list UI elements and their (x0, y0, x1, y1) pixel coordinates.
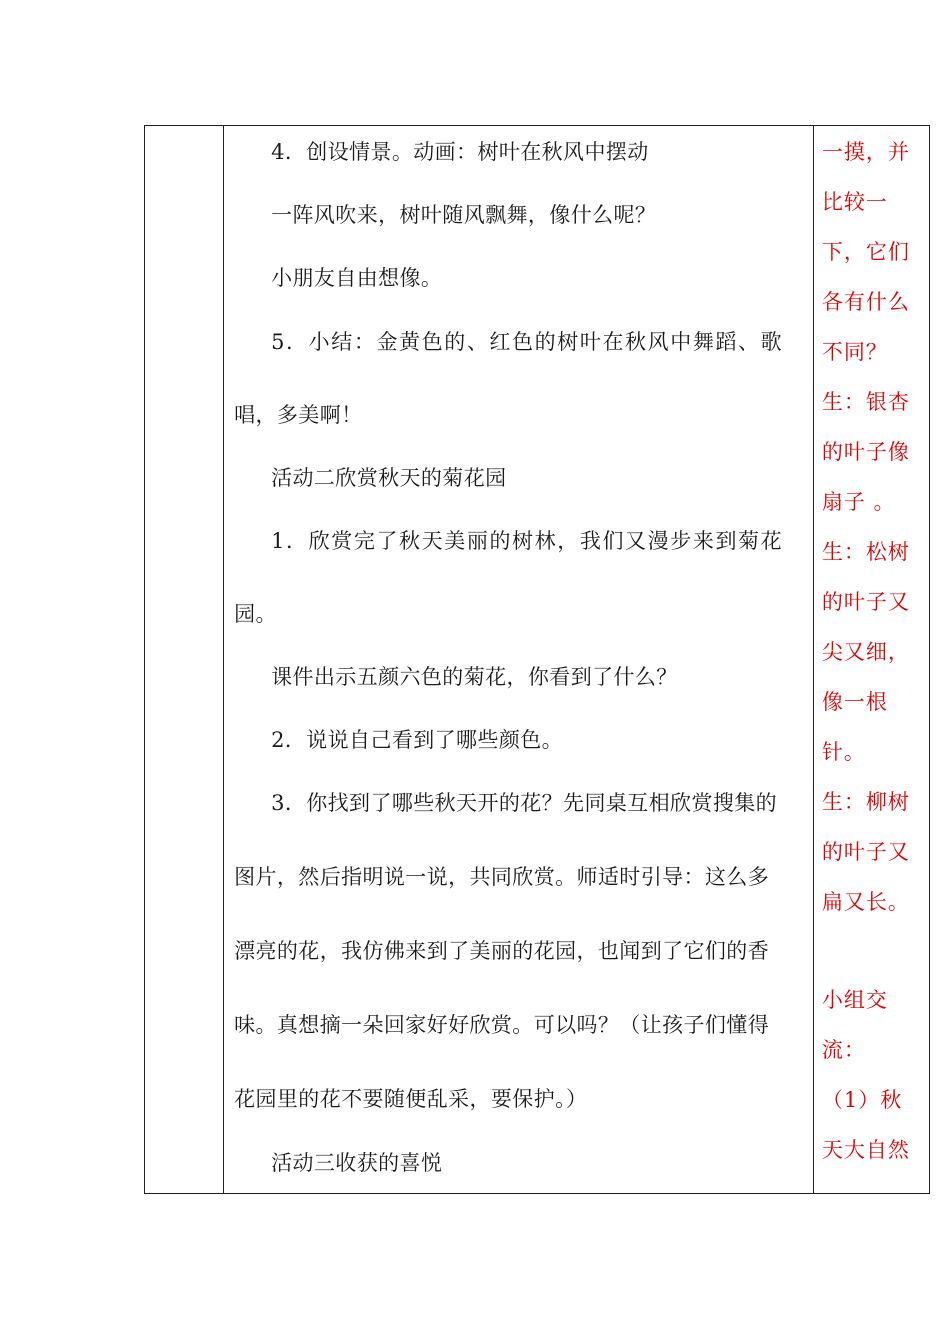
note-line: 的叶子又 (821, 590, 910, 614)
activity-2-step-3-line-5: 花园里的花不要随便乱采，要保护。） (234, 1087, 588, 1111)
activity-2-step-3-line-4: 味。真想摘一朵回家好好欣赏。可以吗？（让孩子们懂得 (234, 1013, 770, 1037)
activity-3-heading: 活动三收获的喜悦 (271, 1151, 443, 1175)
note-line: 比较一 (821, 190, 888, 214)
teaching-process-cell (224, 126, 814, 1194)
activity-2-step-3-line-2: 图片，然后指明说一说，共同欣赏。师适时引导：这么多 (234, 865, 770, 889)
note-line: 生：柳树 (821, 790, 910, 814)
activity-2-step-2-line: 2．说说自己看到了哪些颜色。 (271, 728, 564, 752)
note-line: 的叶子像 (821, 440, 910, 464)
note-line: 针。 (821, 740, 866, 764)
activity-2-step-1-line: 1．欣赏完了秋天美丽的树林，我们又漫步来到菊花 (271, 529, 784, 553)
lesson-plan-table (144, 125, 930, 1194)
note-line: 生：银杏 (821, 390, 910, 414)
note-line: 流： (821, 1038, 866, 1062)
note-line: 的叶子又 (821, 840, 910, 864)
imagination-line: 小朋友自由想像。 (271, 266, 443, 290)
step-4-line: 4．创设情景。动画：树叶在秋风中摆动 (271, 140, 649, 164)
step-5-summary-line: 5．小结：金黄色的、红色的树叶在秋风中舞蹈、歌 (271, 330, 784, 354)
note-line: 天大自然 (821, 1138, 910, 1162)
note-line: 小组交 (821, 988, 888, 1012)
note-line: （1）秋 (821, 1088, 903, 1112)
note-line: 像一根 (821, 690, 888, 714)
activity-2-step-3-line-3: 漂亮的花，我仿佛来到了美丽的花园，也闻到了它们的香 (234, 939, 770, 963)
student-activity-cell (813, 126, 929, 1194)
activity-2-step-3-line: 3．你找到了哪些秋天开的花？先同桌互相欣赏搜集的 (271, 791, 778, 815)
table-row (145, 126, 930, 1194)
note-line: 生：松树 (821, 540, 910, 564)
note-line: 下，它们 (821, 240, 910, 264)
note-line: 扁又长。 (821, 890, 910, 914)
empty-first-column-cell (145, 126, 224, 1194)
wind-question-line: 一阵风吹来，树叶随风飘舞，像什么呢？ (271, 203, 657, 227)
step-5-summary-line-cont: 唱，多美啊！ (234, 403, 363, 427)
note-line: 不同？ (821, 340, 888, 364)
note-line: 扇子 。 (821, 490, 896, 514)
activity-2-heading: 活动二欣赏秋天的菊花园 (271, 466, 507, 490)
note-line: 各有什么 (821, 290, 910, 314)
courseware-line: 课件出示五颜六色的菊花，你看到了什么？ (271, 665, 678, 689)
note-line: 一摸，并 (821, 140, 910, 164)
activity-2-step-1-line-cont: 园。 (234, 602, 277, 626)
note-line: 尖又细， (821, 640, 910, 664)
